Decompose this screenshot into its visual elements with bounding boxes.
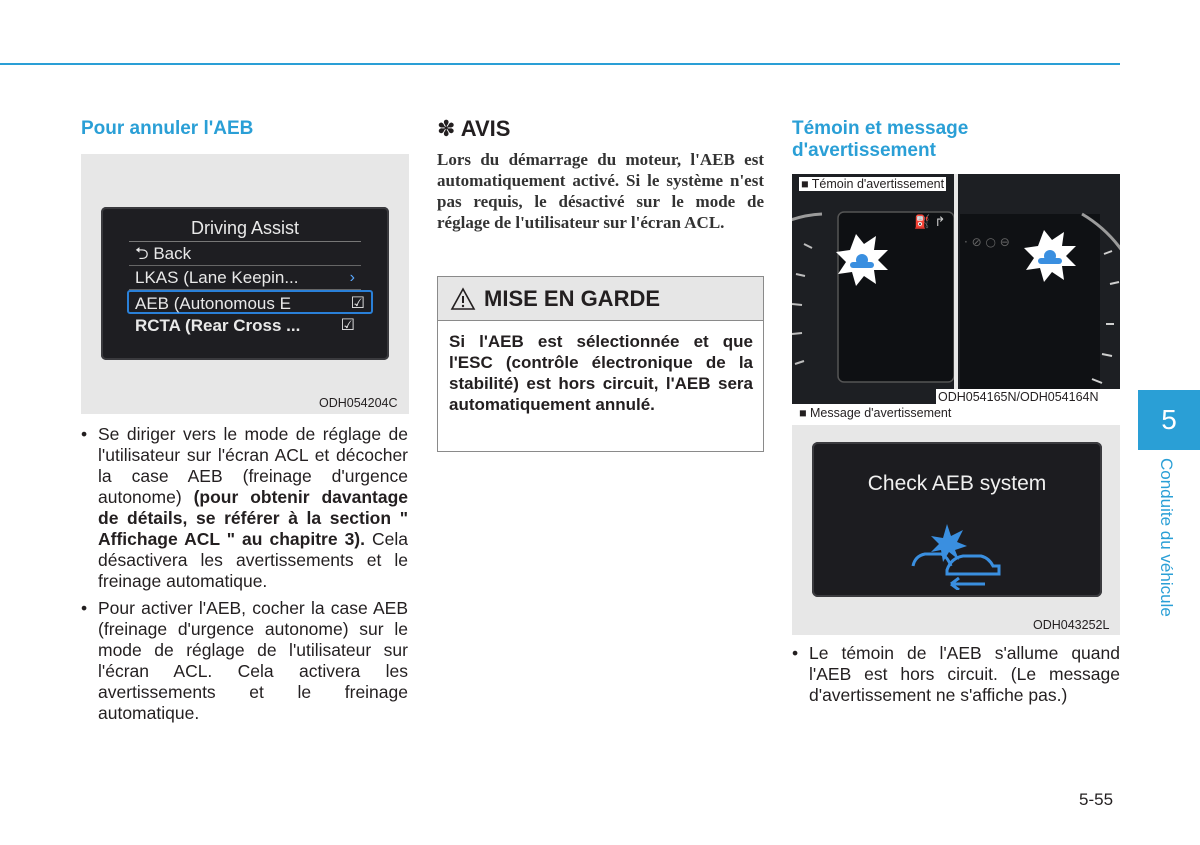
aeb-collision-icon (907, 520, 1007, 590)
menu-row-aeb (127, 290, 373, 314)
notice-title: ✽ AVIS (437, 116, 511, 141)
bullet-text-bold: (pour obtenir davantage de détails, se référer à la section " Affichage ACL " au chapitre 3). (98, 487, 409, 549)
notice-text: Lors du démarrage du moteur, l'AEB est automatiquement activé. Si le système n'est pas requis, le désactivé sur le mode de réglage de l'utilisateur sur l'écran ACL. (437, 150, 764, 232)
caution-header (438, 277, 763, 321)
caution-text: Si l'AEB est sélectionnée et que l'ESC (contrôle électronique de la stabilité) est hors circuit, l'AEB sera automatiquement annulé. (449, 332, 753, 414)
figure-code: ODH043252L (1033, 618, 1110, 632)
figure-code: ODH054204C (319, 396, 398, 410)
caption-warning-message: ■ Message d'avertissement (799, 406, 952, 420)
menu-row-rcta (129, 314, 361, 338)
lcd-screen (812, 442, 1102, 597)
info-list (792, 643, 1120, 706)
back-arrow-icon: ⮌ (135, 244, 154, 263)
bullet-text: Se diriger vers le mode de réglage de l'utilisateur sur l'écran ACL et décocher la case AEB (freinage d'urgence autonome) (98, 424, 408, 507)
caution-box (437, 276, 764, 452)
checkbox-checked-icon: ☑ (340, 317, 355, 334)
warning-triangle-icon (450, 287, 476, 311)
svg-text:⛽ ↱: ⛽ ↱ (914, 215, 946, 230)
bullet-text: Le témoin de l'AEB s'allume quand l'AEB est hors circuit. (Le message d'avertissement ne s'affiche pas.) (809, 643, 1120, 705)
page-number: 5-55 (1079, 790, 1114, 809)
instrument-cluster-illustration (792, 174, 1120, 404)
list-item (792, 643, 1120, 706)
list-item (81, 424, 408, 592)
figure-driving-assist-menu (81, 154, 409, 414)
svg-text:· ⊘ ○ ⊖: · ⊘ ○ ⊖ (964, 235, 1010, 249)
section-title-warning: Témoin et message d'avertissement (792, 118, 969, 161)
figure-warning-light (792, 174, 1120, 404)
menu-title: Driving Assist (129, 215, 361, 242)
menu-row-back (129, 242, 361, 266)
lcd-screen (101, 207, 389, 360)
figure-warning-message (792, 425, 1120, 635)
section-title-cancel-aeb: Pour annuler l'AEB (81, 118, 254, 139)
chapter-tab-number: 5 (1138, 390, 1200, 450)
menu-row-label: Back (153, 244, 192, 263)
chapter-tab-label: Conduite du véhicule (1157, 458, 1176, 617)
bullet-text: Cela désactivera les avertissements et le freinage automatique. (98, 529, 408, 591)
lcd-message: Check AEB system (867, 472, 1047, 495)
menu-row-label: RCTA (Rear Cross ... (135, 316, 301, 335)
chevron-right-icon: › (349, 269, 355, 286)
bullet-text: Pour activer l'AEB, cocher la case AEB (freinage d'urgence autonome) sur le mode de réglage de l'utilisateur sur l'écran ACL. Cela activera les avertissements et le freinage automatique. (98, 598, 408, 723)
menu-row-label: AEB (Autonomous E (135, 294, 291, 313)
caution-title: MISE EN GARDE (484, 285, 661, 311)
top-rule (0, 63, 1120, 65)
menu-row-label: LKAS (Lane Keepin... (135, 268, 299, 287)
figure-code: ODH054165N/ODH054164N (936, 389, 1120, 405)
checkbox-checked-icon: ☑ (350, 295, 365, 312)
caption-warning-light: ■ Témoin d'avertissement (801, 177, 945, 191)
list-item (81, 598, 408, 724)
menu-row-lkas (129, 266, 361, 290)
instruction-list (81, 424, 408, 724)
